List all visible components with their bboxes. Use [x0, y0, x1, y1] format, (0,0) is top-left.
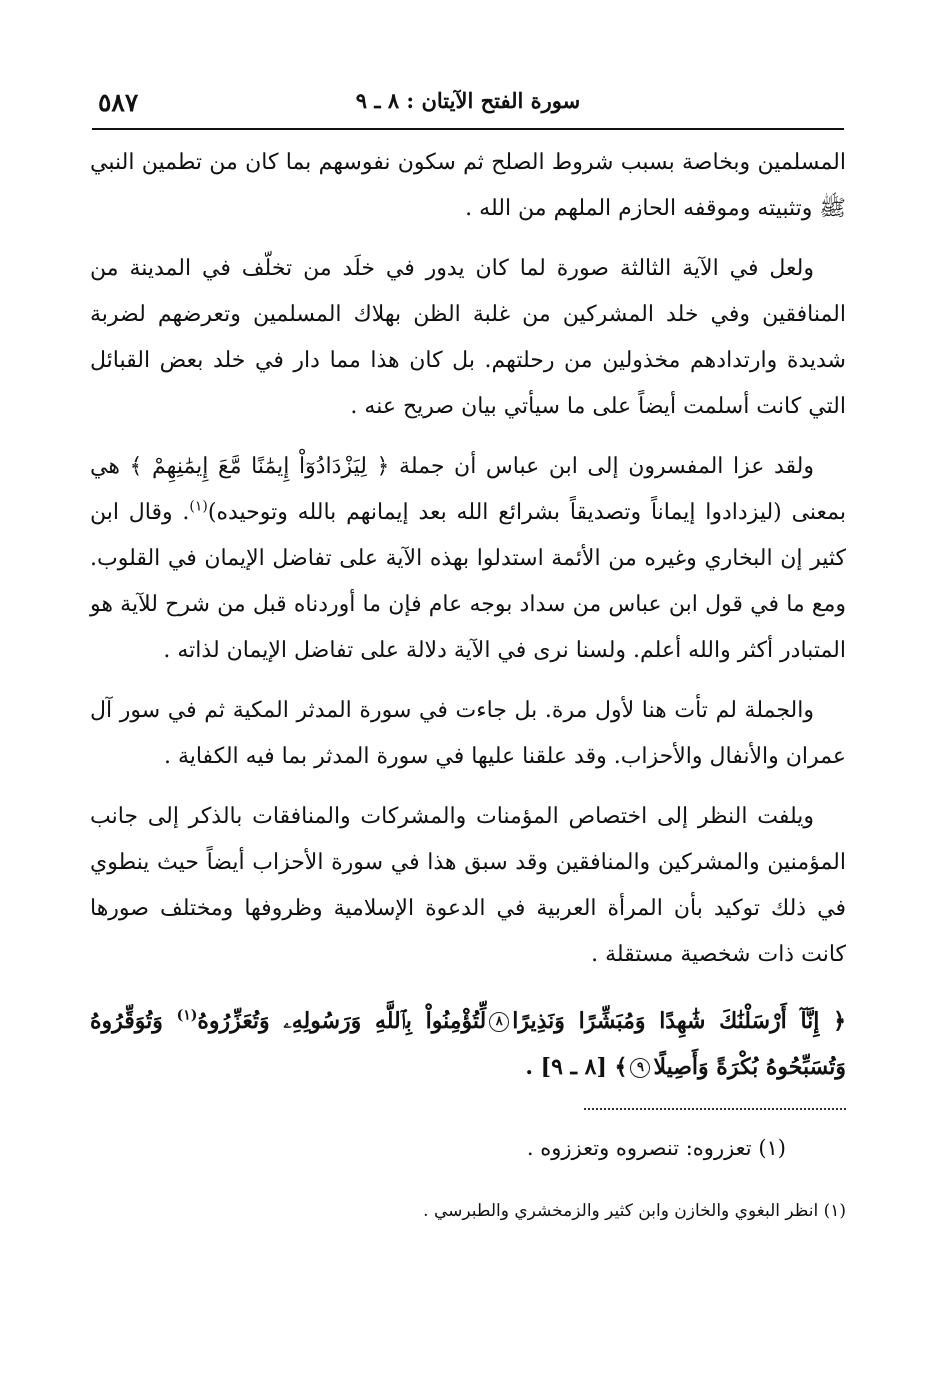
paragraph-3-part-1: ولقد عزا المفسرون إلى ابن عباس أن جملة ﴿ لِيَزْدَادُوٓاْ إِيمَٰنًا مَّعَ إِيمَٰنِهِمْ ﴾ هي بمعنى (ليزدادوا إيماناً وتصديقاً بشرائع الله بعد إيمانهم بالله وتوحيده) — [90, 454, 846, 525]
quran-verse — [90, 998, 846, 1090]
running-title: سورة الفتح الآيتان : ٨ ـ ٩ — [355, 88, 581, 113]
paragraph-2: ولعل في الآية الثالثة صورة لما كان يدور في خلَد من تخلّف في المدينة من المنافقين وفي خلد المشركين من غلبة الظن بهلاك المسلمين وتعرضهم لضربة شديدة وارتدادهم مخذولين من رحلتهم. بل كان هذا مما دار في خلد بعض القبائل التي كانت أسلمت أيضاً على ما سيأتي بيان صريح عنه . — [90, 256, 846, 419]
page-number: ٥٨٧ — [98, 88, 139, 117]
verse-part-4: ﴾ [٨ ـ ٩] . — [525, 1054, 628, 1080]
page-header — [92, 84, 844, 126]
main-text — [90, 140, 846, 1090]
footnote-reference: (١) — [189, 498, 208, 515]
paragraph-1: المسلمين وبخاصة بسبب شروط الصلح ثم سكون نفوسهم بما كان من تطمين النبي ﷺ وتثبيته وموقفه الحازم الملهم من الله . — [90, 150, 846, 221]
gloss-separator — [584, 1108, 846, 1110]
header-rule — [92, 128, 844, 130]
ayah-number-9: ٩ — [630, 1058, 650, 1078]
verse-part-3: وَتُوَقِّرُوهُ وَتُسَبِّحُوهُ بُكْرَةً وَأَصِيلًا — [90, 1008, 846, 1080]
verse-part-2: لِّتُؤْمِنُواْ بِٱللَّهِ وَرَسُولِهِۦ وَتُعَزِّرُوهُ — [197, 1008, 487, 1034]
paragraph-3-part-2: . وقال ابن كثير إن البخاري وغيره من الأئمة استدلوا بهذه الآية على تفاضل الإيمان في القلوب. ومع ما في قول ابن عباس من سداد بوجه عام فإن ما أوردناه قبل من شرح للآية هو المتبادر أكثر والله أعلم. ولسنا نرى في الآية دلالة على تفاضل الإيمان لذاته . — [90, 500, 846, 663]
gloss-reference: (١) — [176, 1007, 198, 1024]
paragraph-5: ويلفت النظر إلى اختصاص المؤمنات والمشركات والمنافقات بالذكر إلى جانب المؤمنين والمشركين والمنافقين وقد سبق هذا في سورة الأحزاب أيضاً حيث ينطوي في ذلك توكيد بأن المرأة العربية في الدعوة الإسلامية وظروفها ومختلف صورها كانت ذات شخصية مستقلة . — [90, 804, 846, 967]
ayah-number-8: ٨ — [489, 1012, 509, 1032]
word-gloss: (١) تعزروه: تنصروه وتعززوه . — [526, 1136, 786, 1160]
paragraph-4: والجملة لم تأت هنا لأول مرة. بل جاءت في سورة المدثر المكية ثم في سور آل عمران والأنفال والأحزاب. وقد علقنا عليها في سورة المدثر بما فيه الكفاية . — [90, 698, 846, 769]
paragraph-3 — [90, 444, 846, 674]
verse-part-1: ﴿ إِنَّآ أَرْسَلْنَٰكَ شَٰهِدًا وَمُبَشِّرًا وَنَذِيرًا — [512, 1008, 846, 1034]
footnote: (١) انظر البغوي والخازن وابن كثير والزمخشري والطبرسي . — [423, 1201, 846, 1221]
